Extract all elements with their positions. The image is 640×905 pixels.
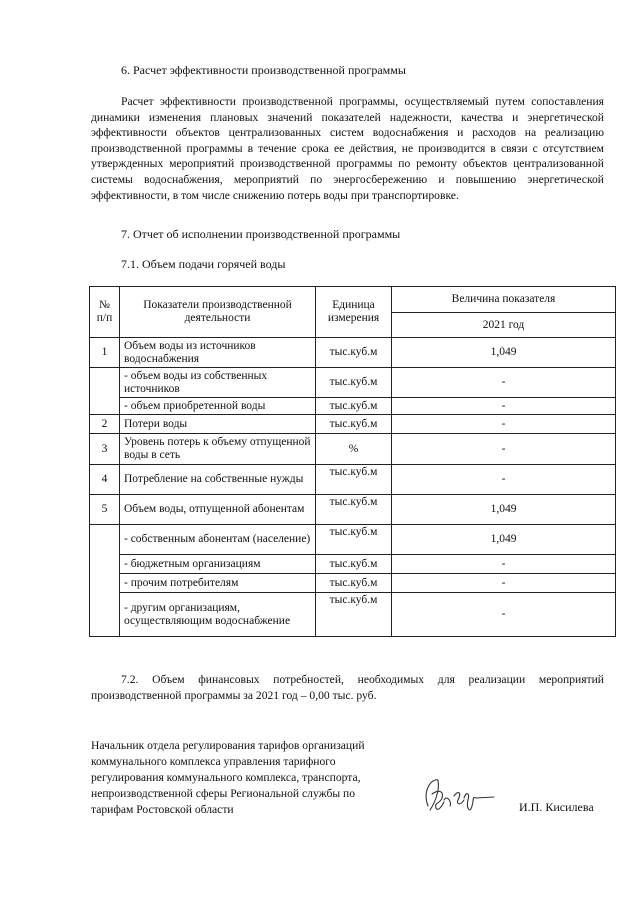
table-row [90,398,616,415]
row-unit: тыс.куб.м [316,593,392,637]
table-row [90,465,616,495]
signature-position-line: непроизводственной сферы Региональной службы по [91,787,356,800]
table-row [90,525,616,555]
row-name: Объем воды из источников водоснабжения [120,338,316,368]
signature-position-line: тарифам Ростовской области [91,803,234,816]
row-value: - [392,434,616,465]
table-row [90,555,616,574]
row-name: - прочим потребителям [120,574,316,593]
row-name: - другим организациям, осуществляющим водоснабжение [120,593,316,637]
row-value: - [392,398,616,415]
row-num [90,525,120,637]
row-unit: тыс.куб.м [316,574,392,593]
row-unit: тыс.куб.м [316,495,392,525]
table-row [90,434,616,465]
row-name: Потребление на собственные нужды [120,465,316,495]
header-num: № п/п [90,287,120,338]
table-row [90,338,616,368]
hot-water-supply-table [89,286,616,637]
row-value: 1,049 [392,495,616,525]
row-num: 4 [90,465,120,495]
row-num: 2 [90,415,120,434]
header-unit: Единица измерения [316,287,392,338]
row-name: - объем приобретенной воды [120,398,316,415]
row-value: 1,049 [392,338,616,368]
table-row [90,574,616,593]
row-name: Уровень потерь к объему отпущенной воды в сеть [120,434,316,465]
row-value: - [392,368,616,398]
row-name: Объем воды, отпущенной абонентам [120,495,316,525]
row-value: - [392,465,616,495]
row-name: - собственным абонентам (население) [120,525,316,555]
signature-position-line: Начальник отдела регулирования тарифов организаций [91,739,365,752]
row-num: 5 [90,495,120,525]
table-row [90,593,616,637]
row-value: - [392,415,616,434]
row-name: - объем воды из собственных источников [120,368,316,398]
section6-heading: 6. Расчет эффективности производственной программы [121,63,406,77]
row-num [90,368,120,415]
row-unit: тыс.куб.м [316,465,392,495]
row-value: - [392,593,616,637]
section7-1-heading: 7.1. Объем подачи горячей воды [121,257,286,271]
row-unit: тыс.куб.м [316,555,392,574]
header-indicator: Показатели производственной деятельности [120,287,316,338]
header-value: Величина показателя [392,287,616,313]
signature-stroke [426,780,494,810]
section6-paragraph: Расчет эффективности производственной программы, осуществляемый путем сопоставления динамики изменения плановых значений показателей надежности, качества и энергетической эффективности объектов централизованных систем водоснабжения и расходов на реализацию производственной программы в течение срока ее действия, не производится в связи с отсутствием утвержденных мероприятий производственной программы по ремонту объектов централизованной системы водоснабжения, мероприятий по энергосбережению и повышению энергетической эффективности, в том числе снижению потерь воды при транспортировке. [91,95,604,202]
row-unit: тыс.куб.м [316,398,392,415]
row-value: - [392,574,616,593]
section7-heading: 7. Отчет об исполнении производственной программы [121,227,401,241]
row-num: 1 [90,338,120,368]
row-unit: тыс.куб.м [316,525,392,555]
row-unit: тыс.куб.м [316,368,392,398]
row-name: - бюджетным организациям [120,555,316,574]
row-unit: тыс.куб.м [316,415,392,434]
row-num: 3 [90,434,120,465]
signature-position-line: регулирования коммунального комплекса, транспорта, [91,771,361,784]
signer-name: И.П. Кисилева [519,800,594,814]
table-row [90,495,616,525]
table-row [90,415,616,434]
signature-position-line: коммунального комплекса управления тарифного [91,755,336,768]
handwritten-signature [414,770,504,820]
row-name: Потери воды [120,415,316,434]
signature-block [91,738,365,818]
section7-2-paragraph: 7.2. Объем финансовых потребностей, необходимых для реализации мероприятий производственной программы за 2021 год – 0,00 тыс. руб. [91,673,604,702]
header-year: 2021 год [392,313,616,338]
table-row [90,368,616,398]
row-value: - [392,555,616,574]
row-unit: тыс.куб.м [316,338,392,368]
row-unit: % [316,434,392,465]
row-value: 1,049 [392,525,616,555]
